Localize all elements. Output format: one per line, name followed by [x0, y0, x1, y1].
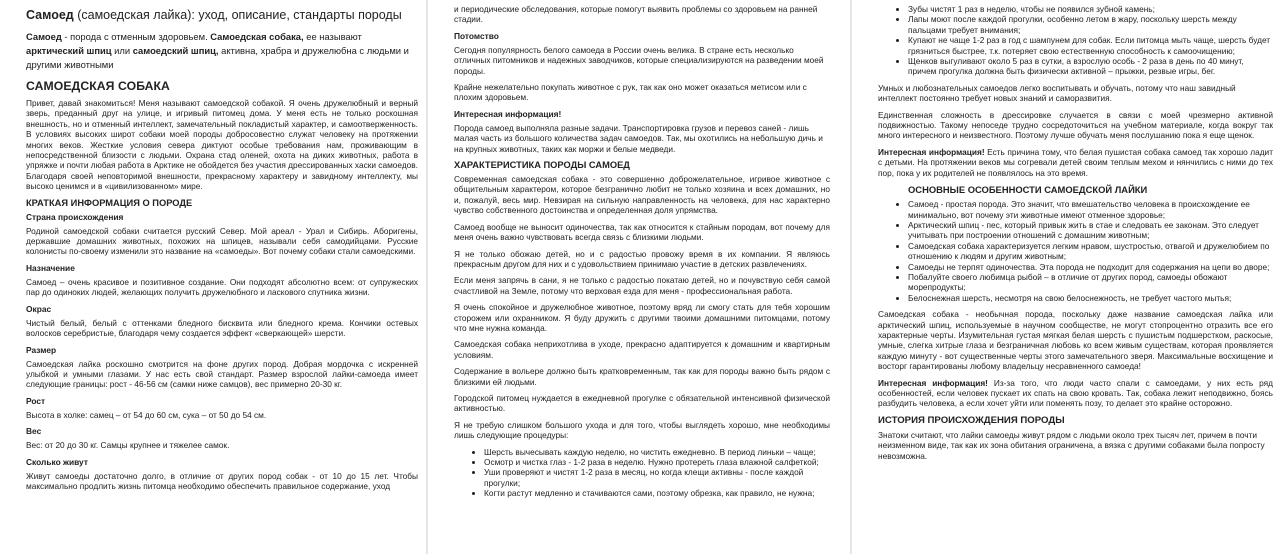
- info-item-heading: Вес: [26, 426, 42, 437]
- characteristics-paragraph: Самоед вообще не выносит одиночества, так как относится к стайным породам, вот почему для меня очень важно чувствовать всегда связь с близкими людьми.: [454, 221, 830, 243]
- list-item: • Купают не чаще 1-2 раз в год с шампунем для собак. Если питомца мыть чаще, шерсть будет грязниться быстрее, т.к. потеряет свою естественную способность к самоочищению;: [908, 35, 1273, 56]
- info-item-text: Родиной самоедской собаки считается русский Север. Мой ареал - Урал и Сибирь. Аборигены, державшие домашних животных, похожих на шпицев, называли себя самодийцами. Русские колонисты по-своему изменили это название на «самоеды». Вот почему собаки стали самоедскими.: [26, 225, 418, 257]
- paragraph-offspring-2: Крайне нежелательно покупать животное с рук, так как оно может оказаться метисом или с плохим здоровьем.: [454, 82, 807, 103]
- list-item: • Самоедская собака характеризуется легким нравом, шустростью, отвагой и дружелюбием по отношению к людям и другим животным;: [908, 241, 1273, 262]
- intro-paragraph: Привет, давай знакомиться! Меня называют самоедской собакой. Я очень дружелюбный и верный зверь, преданный друг на улице, и игривый питомец дома. У меня есть не только роскошная внешность, но и отменный интеллект, замечательный покладистый характер, и самоотверженность. В условиях высоких широт собаки моей породы добросовестно служат человеку на протяжении многих веков. Жесткие условия севера диктуют особые требования нам, проживающим в непосредственной близости с людьми. Охрана стад оленей, охота на диких животных, работа в упряжке и почти любая работа в Арктике не обойдется без участия дрессированных хаски самоедов. Благодаря своей неповторимой внешности, прекрасному характеру и завидному интеллекту, мы высоко ценимся и в «цивилизованном» мире.: [26, 98, 418, 192]
- info-item-text: Самоед – очень красивое и позитивное создание. Они подходят абсолютно всем: от супружеских пар до одиноких людей, желающих получить дружелюбного и ласкового спутника жизни.: [26, 276, 418, 298]
- characteristics-paragraphs: [454, 174, 830, 441]
- subheading-offspring: Потомство: [454, 30, 499, 41]
- section-heading-features: ОСНОВНЫЕ ОСОБЕННОСТИ САМОЕДСКОЙ ЛАЙКИ: [908, 184, 1148, 196]
- paragraph-interesting-info: Порода самоед выполняла разные задачи. Транспортировка грузов и перевоз саней - лишь малая часть из большого количества задач самоедов. Так, мы охотились на небольшую дичь и на крупных животных, таких как моржи и белые медведи.: [454, 122, 823, 154]
- title-bold: Самоед: [26, 8, 74, 22]
- info-item-heading: Назначение: [26, 262, 75, 273]
- breed-info-list: [26, 212, 418, 492]
- info-item-heading: Размер: [26, 344, 57, 355]
- paragraph-continuation: и периодические обследования, которые помогут выявить проблемы со здоровьем на ранней стадии.: [454, 4, 818, 25]
- subheading-interesting-info: Интересная информация!: [454, 108, 562, 119]
- lead-text-segment: ее называют: [303, 31, 362, 42]
- list-item: • Когти растут медленно и стачиваются сами, поэтому обрезка, как правило, не нужна;: [484, 488, 830, 498]
- paragraph-training: Умных и любознательных самоедов легко воспитывать и обучать, потому что наш завидный интеллект постоянно требует новых знаний и саморазвития.: [878, 82, 1236, 104]
- section-heading-history: ИСТОРИЯ ПРОИСХОЖДЕНИЯ ПОРОДЫ: [878, 414, 1065, 426]
- lead-text-segment: или: [111, 45, 133, 56]
- info-item-text: Самоедская лайка роскошно смотрится на фоне других пород. Добрая мордочка с искренней улыбкой и умными глазами. У нас есть свой стандарт. Размер взрослой лайки-самоеда имеет следующие границы: рост - 46-56 см (самки ниже самцов), вес примерно 20-30 кг.: [26, 358, 418, 390]
- document-page-2: [428, 0, 850, 554]
- list-item: • Самоед - простая порода. Это значит, что вмешательство человека в происхождение ее минимально, вот почему эти животные имеют отменное здоровье;: [908, 199, 1273, 220]
- info-item-text: Чистый белый, белый с оттенками бледного бисквита или бледного крема. Кончики остевых волосков серебристые, благодаря чему создается эффект «сверкающей» шерсти.: [26, 317, 418, 339]
- section-heading-characteristics: ХАРАКТЕРИСТИКА ПОРОДЫ САМОЕД: [454, 160, 630, 171]
- lead-text-segment: активна, храбра и дружелюбна с людьми и другими животными: [26, 45, 409, 70]
- list-item: • Уши проверяют и чистят 1-2 раза в месяц, но когда клещи активны - после каждой прогулки;: [484, 467, 830, 488]
- list-item: • Белоснежная шерсть, несмотря на свою белоснежность, не требует частого мытья;: [908, 293, 1273, 303]
- list-item: • Арктический шпиц - пес, который привык жить в стае и следовать ее законам. Это следует учитывать при построении отношений с домашним животным;: [908, 220, 1273, 241]
- list-item: • Самоеды не терпят одиночества. Эта порода не подходит для содержания на цепи во дворе;: [908, 262, 1273, 272]
- features-list: [878, 199, 1273, 303]
- info-item-text: Вес: от 20 до 30 кг. Самцы крупнее и тяжелее самок.: [26, 440, 230, 451]
- info-item-heading: Сколько живут: [26, 456, 88, 467]
- characteristics-paragraph: Современная самоедская собака - это совершенно доброжелательное, игривое животное с общительным характером, которое безгранично любит не только хозяина и всех домашних, но и, пожалуй, весь мир. Невзирая на сильную направленность на человека, для нас характерно чувство собственного достоинства и определенная доля упрямства.: [454, 174, 830, 216]
- characteristics-paragraph: Я не только обожаю детей, но и с радостью провожу время в их компании. Я являюсь прекрасным другом для них и с удовольствием принимаю участие в детских развлечениях.: [454, 248, 830, 269]
- document-page-3: [852, 0, 1281, 554]
- lead-text-segment: - порода с отменным здоровьем.: [61, 31, 211, 42]
- characteristics-paragraph: Содержание в вольере должно быть кратковременным, так как для породы важно быть рядом с близкими ей людьми.: [454, 366, 830, 387]
- info-item-heading: Рост: [26, 395, 46, 406]
- info-label-1: Интересная информация!: [878, 146, 985, 157]
- info-item-heading: Страна происхождения: [26, 211, 124, 222]
- list-item: • Щенков выгуливают около 5 раз в сутки, а взрослую особь - 2 раза в день по 40 минут, причем прогулка должна быть физически активной – прыжки, резвые игры, бег.: [908, 56, 1273, 77]
- paragraph-interesting-info-1: [878, 147, 1273, 178]
- lead-bold-segment: Самоедская собака,: [210, 31, 304, 42]
- care-list-continued: [878, 4, 1273, 77]
- info-item-heading: Окрас: [26, 303, 52, 314]
- info-text-2: Из-за того, что люди часто спали с самоедами, у них есть ряд особенностей, если человек пускает их спать на свою кровать. Так, собака лежит неподвижно, боясь разбудить человека, а если хочет уйти или поменять позу, то делает это крайне осторожно.: [878, 377, 1273, 409]
- characteristics-paragraph: Я не требую слишком большого ухода и для того, чтобы выглядеть хорошо, мне необходимы лишь следующие процедуры:: [454, 419, 830, 441]
- characteristics-paragraph: Я очень спокойное и дружелюбное животное, поэтому вряд ли смогу стать для тебя хорошим сторожем или охранником. Я буду дружить с другими твоими домашними питомцами, потому что мне нужна команда.: [454, 302, 830, 333]
- characteristics-paragraph: Самоедская собака неприхотлива в уходе, прекрасно адаптируется к домашним и квартирным условиям.: [454, 339, 830, 360]
- characteristics-paragraph: Городской питомец нуждается в ежедневной прогулке с обязательной интенсивной физической активностью.: [454, 392, 830, 414]
- info-text-1: Есть причина тому, что белая пушистая собака самоед так хорошо ладит с детьми. На протяжении веков мы согревали детей своим теплым мехом и нянчились с ними до тех пор, пока у их родителей не появлялось на это время.: [878, 146, 1273, 178]
- document-page-1: [0, 0, 426, 554]
- paragraph-training-difficulty: Единственная сложность в дрессировке случается в связи с моей чрезмерно активной подвижностью. Такому непоседе трудно сосредоточиться на учебном материале, когда вокруг так много интересного и неизвестного. Поэтому лучше обучать меня послушанию пока я еще щенок.: [878, 109, 1273, 141]
- paragraph-unusual-breed: Самоедская собака - необычная порода, поскольку даже название самоедская лайка или арктический шпиц, используемые в научном сообществе, не могут стопроцентно отразить все его характерные черты. Изумительная густая мягкая белая шерсть с пушистым подшерстком, раскосые, умные, слегка хитрые глаза и безграничная любовь ко всем живым существам, которая проявляется каждую минуту - вот существенные черты этого замечательного зверя. Максимальные восхищение и восторг гарантированы любому владельцу несравненного самоеда!: [878, 309, 1273, 372]
- info-item-text: Живут самоеды достаточно долго, в отличие от других пород собак - от 10 до 15 лет. Чтобы максимально продлить жизнь питомца необходимо обеспечить правильное содержание, уход: [26, 470, 418, 491]
- title-rest: (самоедская лайка): уход, описание, стандарты породы: [73, 8, 402, 22]
- paragraph-offspring-1: Сегодня популярность белого самоеда в России очень велика. В стране есть несколько отличных питомников и надежных заводчиков, которые специализируются на разведении моей породы.: [454, 44, 824, 76]
- lead-bold-segment: самоедский шпиц,: [132, 45, 219, 56]
- article-title: [26, 8, 418, 22]
- section-heading-samoyed: САМОЕДСКАЯ СОБАКА: [26, 79, 170, 93]
- section-heading-brief-info: КРАТКАЯ ИНФОРМАЦИЯ О ПОРОДЕ: [26, 197, 193, 208]
- paragraph-history: Знатоки считают, что лайки самоеды живут рядом с людьми около трех тысяч лет, причем в почти неизменном виде, так как их зона обитания ограничена, а вязка с другими собаками была попросту невозможна.: [878, 429, 1265, 461]
- list-item: • Лапы моют после каждой прогулки, особенно летом в жару, поскольку шерсть между пальцами требует внимания;: [908, 14, 1273, 35]
- info-label-2: Интересная информация!: [878, 377, 988, 388]
- characteristics-paragraph: Если меня запрячь в сани, я не только с радостью покатаю детей, но и почувствую себя самой счастливой на Земле, потому что верховая езда для меня - профессиональная работа.: [454, 275, 830, 296]
- list-item: • Шерсть вычесывать каждую неделю, но чистить ежедневно. В период линьки – чаще;: [484, 447, 830, 457]
- list-item: • Осмотр и чистка глаз - 1-2 раза в неделю. Нужно протереть глаза влажной салфеткой;: [484, 457, 830, 467]
- paragraph-interesting-info-2: [878, 378, 1273, 409]
- lead-bold-segment: арктический шпиц: [26, 45, 112, 56]
- list-item: • Зубы чистят 1 раз в неделю, чтобы не появился зубной камень;: [908, 4, 1273, 14]
- care-list: [454, 447, 830, 499]
- list-item: • Побалуйте своего любимца рыбой – в отличие от других пород, самоеды обожают морепродукты;: [908, 272, 1273, 293]
- lead-paragraph: [26, 30, 418, 72]
- info-item-text: Высота в холке: самец – от 54 до 60 см, сука – от 50 до 54 см.: [26, 409, 267, 420]
- lead-bold-segment: Самоед: [26, 31, 62, 42]
